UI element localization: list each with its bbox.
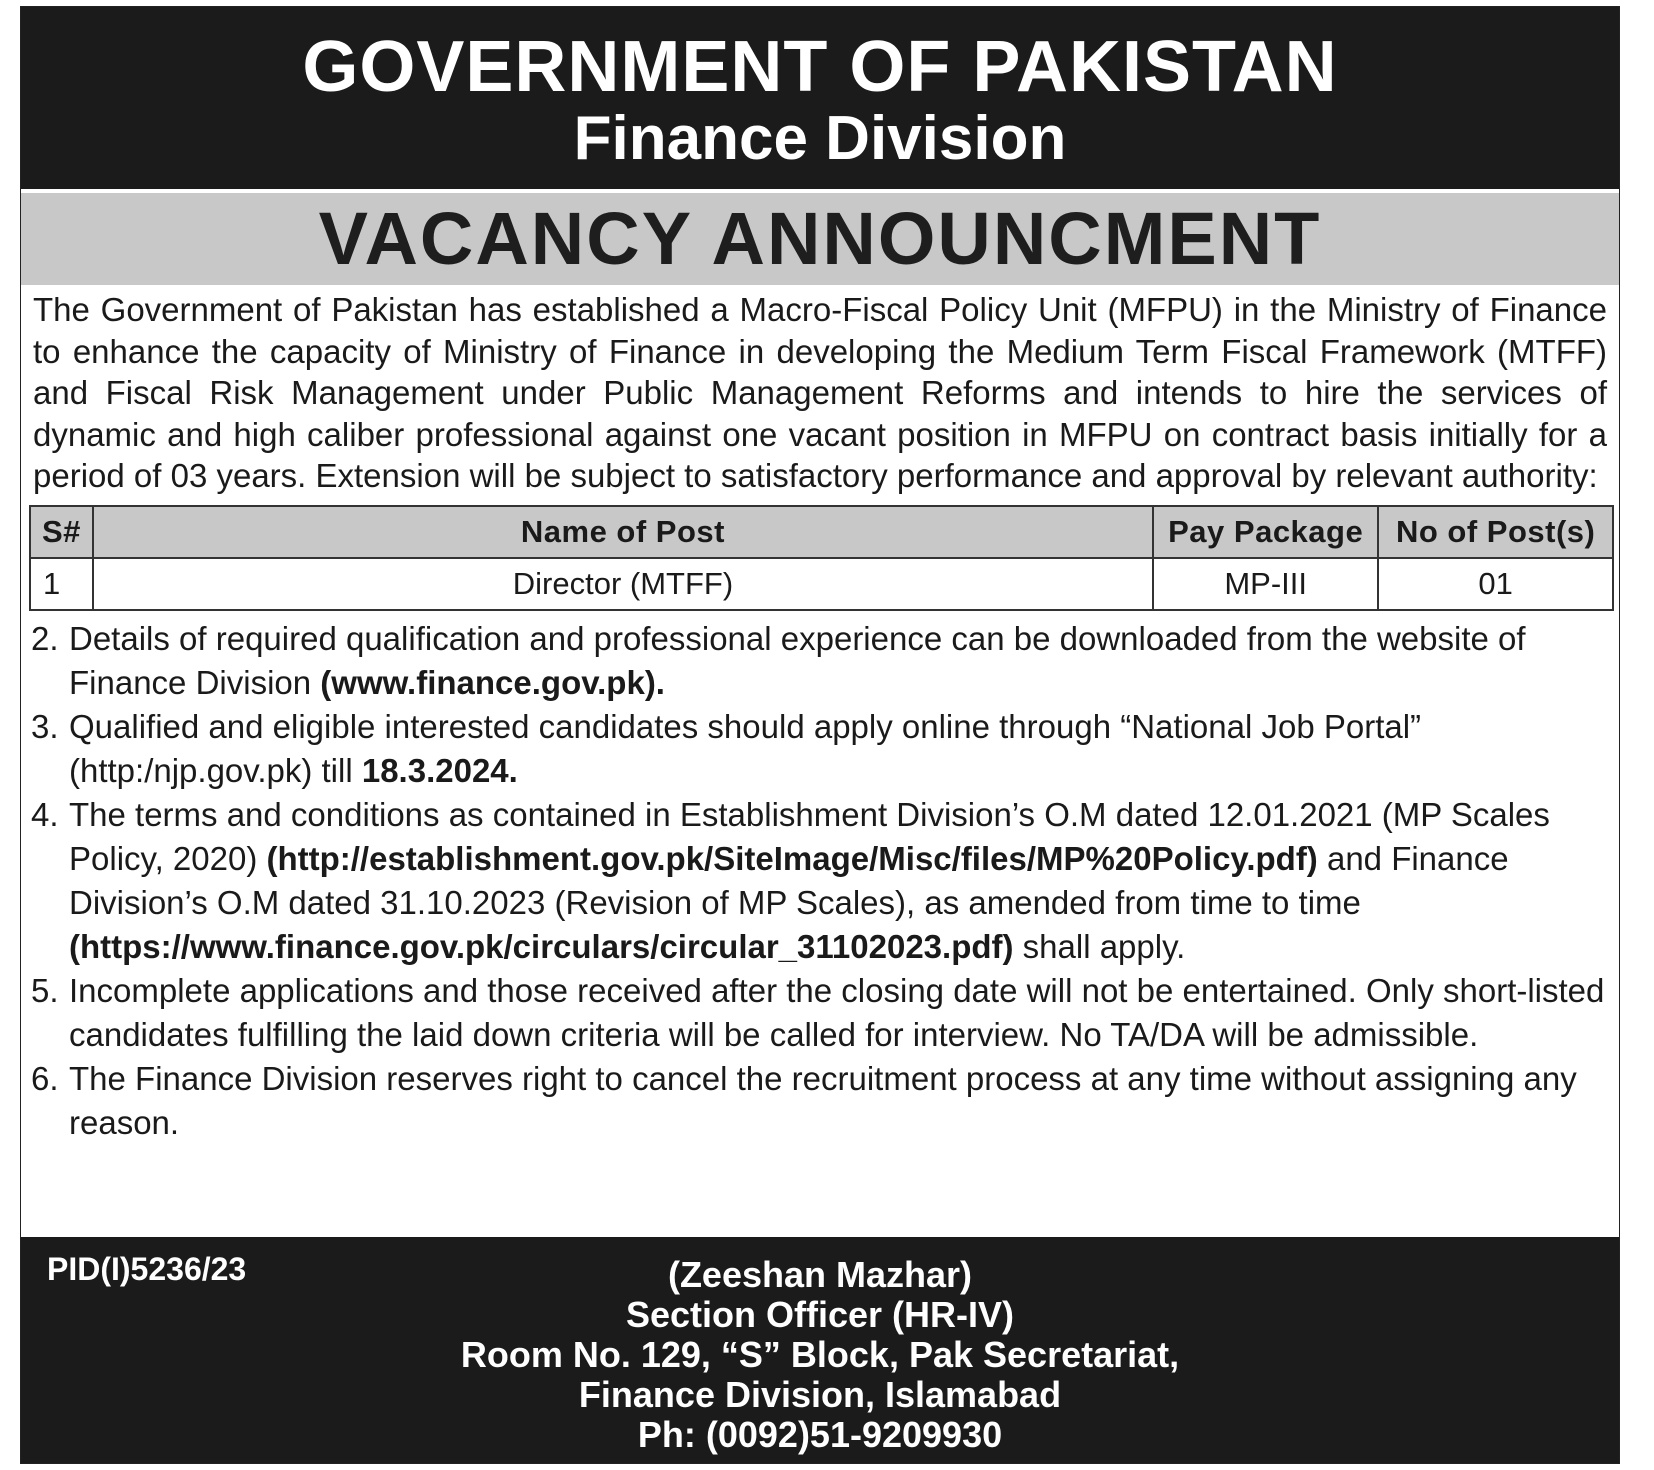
- closing-date: 18.3.2024.: [361, 751, 518, 789]
- point-text: Qualified and eligible interested candidates should apply online through “National Job Portal” (http:/njp.gov.pk) till: [69, 707, 1422, 789]
- officer-name: (Zeeshan Mazhar): [667, 1254, 973, 1295]
- point-text: Incomplete applications and those received after the closing date will not be entertained. Only short-listed candidates fulfilling the laid down criteria will be called for interview. No TA/DA will be admissible.: [69, 971, 1605, 1053]
- header: [21, 7, 1619, 189]
- finance-circular-link[interactable]: (https://www.finance.gov.pk/circulars/circular_31102023.pdf): [69, 927, 1014, 965]
- footer: [21, 1237, 1619, 1463]
- vacancy-advertisement: [20, 6, 1620, 1464]
- point-2: [31, 617, 1607, 705]
- establishment-policy-link[interactable]: (http://establishment.gov.pk/SiteImage/Misc/files/MP%20Policy.pdf): [266, 839, 1318, 877]
- point-number: 4.: [31, 795, 59, 833]
- division-title: Finance Division: [573, 104, 1067, 173]
- cell-count: 01: [1378, 558, 1613, 610]
- vacancy-banner: VACANCY ANNOUNCMENT: [21, 189, 1619, 285]
- points-list: [21, 617, 1619, 1145]
- point-5: [31, 969, 1607, 1057]
- table-header-row: [30, 506, 1613, 558]
- column-header-pay: Pay Package: [1153, 506, 1378, 558]
- point-text: and Finance Division’s O.M dated 31.10.2023 (Revision of MP Scales), as amended from time to time: [69, 839, 1509, 921]
- posts-table: [29, 505, 1614, 611]
- point-3: [31, 705, 1607, 793]
- point-text: The terms and conditions as contained in Establishment Division’s O.M dated 12.01.2021 (MP Scales Policy, 2020): [69, 795, 1550, 877]
- point-number: 6.: [31, 1059, 59, 1097]
- column-header-sno: S#: [30, 506, 93, 558]
- officer-designation: Section Officer (HR-IV): [625, 1294, 1015, 1335]
- point-number: 3.: [31, 707, 59, 745]
- cell-sno: 1: [30, 558, 93, 610]
- point-6: [31, 1057, 1607, 1145]
- point-number: 2.: [31, 619, 59, 657]
- government-title: GOVERNMENT OF PAKISTAN: [302, 27, 1338, 107]
- cell-pay: MP-III: [1153, 558, 1378, 610]
- pid-number: PID(I)5236/23: [47, 1251, 247, 1287]
- address-line-1: Room No. 129, “S” Block, Pak Secretariat,: [460, 1334, 1180, 1375]
- point-text: Details of required qualification and professional experience can be downloaded from the website of Finance Division: [69, 619, 1526, 701]
- column-header-count: No of Post(s): [1378, 506, 1613, 558]
- point-4: [31, 793, 1607, 969]
- point-text: shall apply.: [1013, 927, 1186, 965]
- point-number: 5.: [31, 971, 59, 1009]
- point-text: The Finance Division reserves right to cancel the recruitment process at any time without assigning any reason.: [69, 1059, 1577, 1141]
- phone-number: Ph: (0092)51-9209930: [637, 1414, 1003, 1455]
- intro-paragraph: The Government of Pakistan has established a Macro-Fiscal Policy Unit (MFPU) in the Ministry of Finance to enhance the capacity of Ministry of Finance in developing the Medium Term Fiscal Framework (MTFF) and Fiscal Risk Management under Public Management Reforms and intends to hire the services of dynamic and high caliber professional against one vacant position in MFPU on contract basis initially for a period of 03 years. Extension will be subject to satisfactory performance and approval by relevant authority:: [33, 291, 1607, 494]
- table-row: [30, 558, 1613, 610]
- address-line-2: Finance Division, Islamabad: [578, 1374, 1062, 1415]
- finance-website-link[interactable]: (www.finance.gov.pk).: [320, 663, 665, 701]
- signature-block: [21, 1237, 1619, 1455]
- column-header-post: Name of Post: [93, 506, 1153, 558]
- cell-post: Director (MTFF): [93, 558, 1153, 610]
